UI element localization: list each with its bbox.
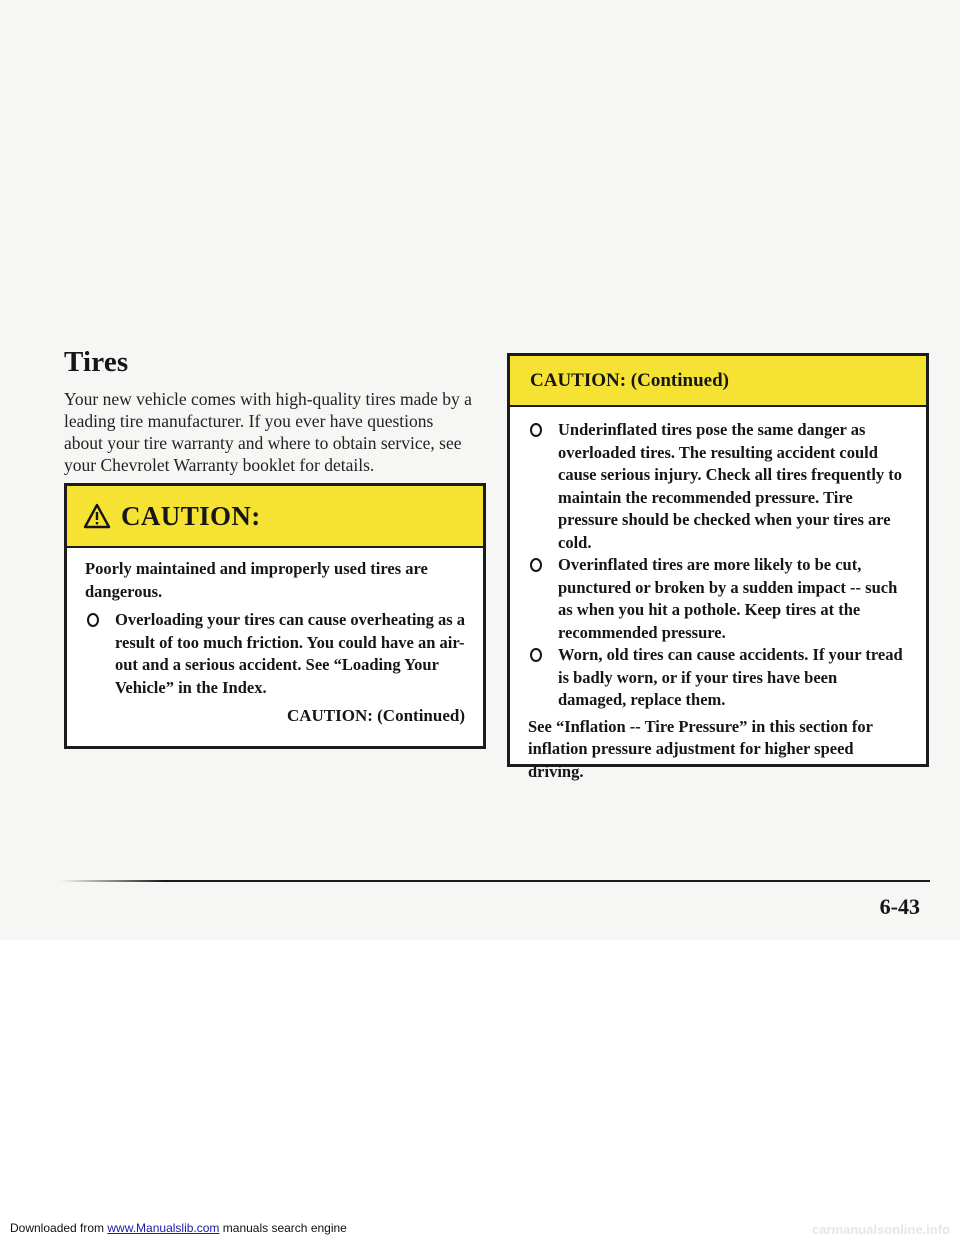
caution-lead: Poorly maintained and improperly used tires are dangerous. (85, 559, 428, 601)
caution-body-right (510, 407, 926, 783)
bullet-icon (530, 423, 542, 437)
download-footer (10, 1221, 347, 1235)
footer-rule (60, 880, 930, 882)
caution-box-right (507, 353, 929, 781)
caution-header-left (67, 486, 483, 548)
bullet-icon (530, 648, 542, 662)
bullet-text: Overloading your tires can cause overheating as a result of too much friction. You could have an air-out and a serious accident. See “Loading Your Vehicle” in the Index. (115, 610, 465, 697)
caution-heading: CAUTION: (121, 500, 261, 531)
caution-bullets-left (85, 609, 465, 699)
bullet-icon (87, 613, 99, 627)
bullet-icon (530, 558, 542, 572)
caution-header-right (510, 356, 926, 407)
page-number: 6-43 (879, 894, 920, 919)
bullet-text: Overinflated tires are more likely to be cut, punctured or broken by a sudden impact -- such as when you hit a pothole. Keep tires at the recommended pressure. (558, 555, 898, 642)
list-item (528, 644, 908, 712)
list-item (528, 554, 908, 644)
bullet-text: Worn, old tires can cause accidents. If your tread is badly worn, or if your tires have been damaged, replace them. (558, 645, 903, 709)
watermark: carmanualsonline.info (812, 1222, 950, 1237)
warning-triangle-icon (83, 503, 111, 529)
caution-box-left (64, 483, 486, 749)
caution-after-text: See “Inflation -- Tire Pressure” in this section for inflation pressure adjustment for higher speed driving. (528, 716, 873, 781)
footer-suffix: manuals search engine (219, 1221, 347, 1235)
bullet-text: Underinflated tires pose the same danger as overloaded tires. The resulting accident could cause serious injury. Check all tires frequently to maintain the recommended pressure. Tire pressure should be checked when your tires are cold. (558, 420, 903, 552)
list-item (528, 419, 908, 554)
manualslib-link[interactable]: www.Manualslib.com (107, 1221, 220, 1235)
caution-body-left (67, 548, 483, 728)
caution-continued-heading: CAUTION: (Continued) (530, 369, 729, 391)
footer-prefix: Downloaded from (10, 1221, 108, 1235)
list-item (85, 609, 465, 699)
caution-continued-label: CAUTION: (Continued) (286, 706, 465, 725)
caution-bullets-right (528, 419, 908, 712)
page-title: Tires (64, 346, 129, 378)
intro-paragraph: Your new vehicle comes with high-quality tires made by a leading tire manufacturer. If you ever have questions about your tire warranty and where to obtain service, see your Chevrolet Warranty booklet for details. (64, 389, 472, 475)
